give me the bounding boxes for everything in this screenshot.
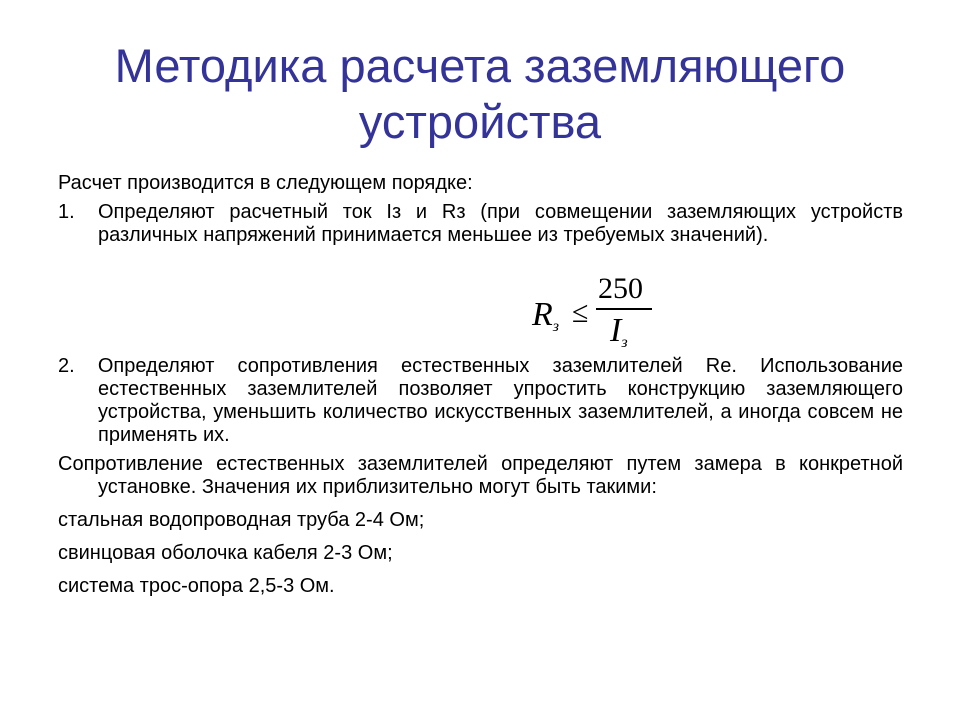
step-1-text: Определяют расчетный ток Iз и Rз (при совмещении заземляющих устройств различных напряжений принимается меньшее из требуемых значений).: [98, 201, 903, 246]
slide-body-bottom: [58, 355, 903, 604]
formula-denominator: Iз: [610, 312, 628, 351]
value-item: свинцовая оболочка кабеля 2-3 Ом;: [58, 542, 393, 564]
measure-paragraph: Сопротивление естественных заземлителей определяют путем замера в конкретной установке. Значения их приблизительно могут быть такими:: [58, 453, 903, 498]
slide-body-top: [58, 172, 903, 253]
formula-fraction-bar: [596, 308, 652, 310]
value-item: стальная водопроводная труба 2-4 Ом;: [58, 509, 425, 531]
value-item: система трос-опора 2,5-3 Ом.: [58, 575, 335, 597]
formula-relation: ≤: [572, 296, 589, 329]
step-1-number: 1.: [58, 201, 75, 223]
formula-denominator-sub: з: [621, 334, 628, 351]
formula-lhs-sub: з: [552, 318, 560, 335]
title-line-1: Методика расчета заземляющего: [114, 39, 846, 92]
formula-lhs: Rз: [532, 296, 560, 335]
formula: [532, 272, 652, 352]
title-line-2: устройства: [358, 95, 602, 148]
intro-text: Расчет производится в следующем порядке:: [58, 172, 473, 194]
slide-title: [40, 38, 920, 150]
step-1: [58, 201, 903, 247]
formula-numerator: 250: [598, 272, 643, 305]
step-2: 2. Определяют сопротивления естественных заземлителей Re. Использование естественных заземлителей позволяет упростить конструкцию заземляющего устройства, уменьшить количество искусственных заземлителей, а иногда совсем не применять их.: [58, 355, 903, 446]
